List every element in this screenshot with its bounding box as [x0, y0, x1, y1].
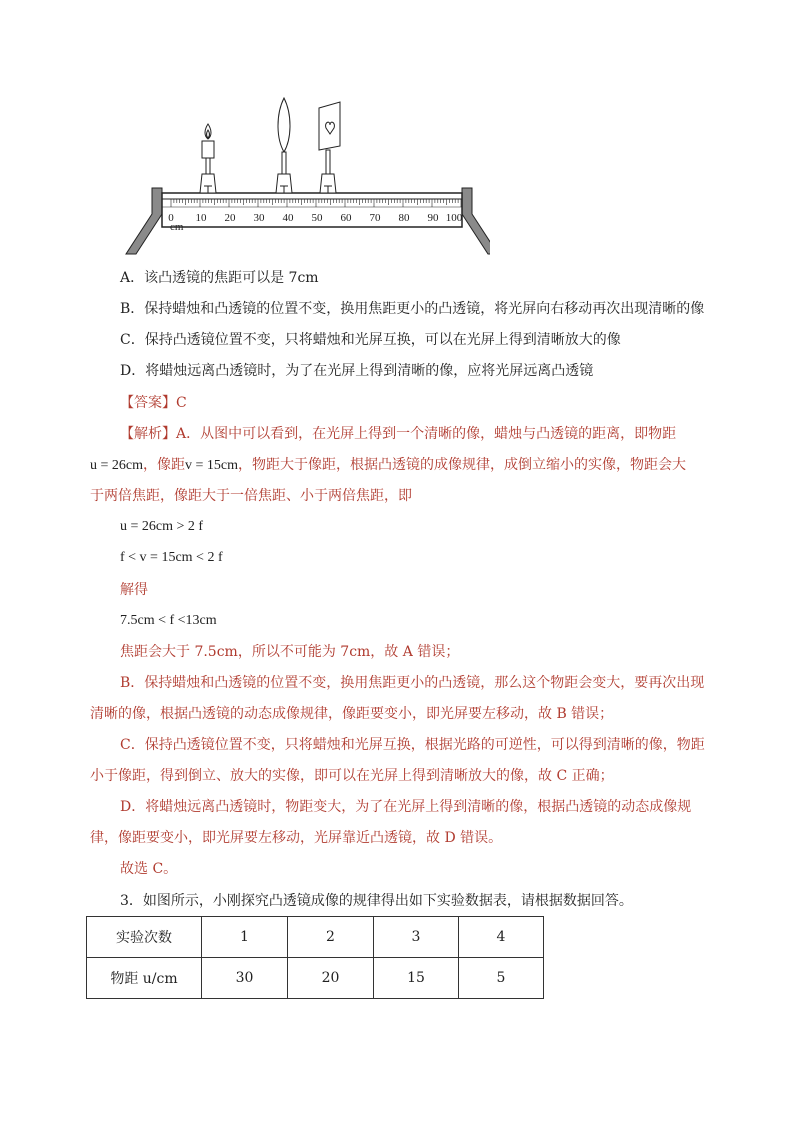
table-cell: 1	[202, 917, 288, 958]
equation-3: 7.5cm < f <13cm	[120, 613, 217, 628]
analysis-text: ，物距大于像距，根据凸透镜的成像规律，成倒立缩小的实像，物距会大	[238, 457, 686, 473]
scale-label: 80	[398, 212, 410, 224]
table-row	[87, 917, 544, 958]
equation-1: u = 26cm > 2 f	[120, 519, 204, 534]
scale-label: 60	[340, 212, 352, 224]
optical-bench-figure	[120, 92, 490, 260]
scale-label: 10	[195, 212, 207, 224]
scale-label: 40	[282, 212, 294, 224]
analysis-text: A．从图中可以看到，在光屏上得到一个清晰的像，蜡烛与凸透镜的距离，即物距	[176, 426, 677, 442]
option-c: C．保持凸透镜位置不变，只将蜡烛和光屏互换，可以在光屏上得到清晰放大的像	[120, 332, 621, 348]
equation-2: f < v = 15cm < 2 f	[120, 550, 223, 565]
analysis-d-2: 律，像距要变小，即光屏要左移动，光屏靠近凸透镜，故 D 错误。	[90, 830, 503, 846]
analysis-text: ，像距	[143, 457, 185, 473]
table-row	[87, 958, 544, 999]
table-cell: 20	[288, 958, 374, 999]
answer-line	[120, 393, 187, 413]
scale-unit: cm	[170, 221, 184, 233]
scale-label: 70	[369, 212, 381, 224]
bench-left-stand	[126, 188, 162, 254]
bench-right-stand	[462, 188, 490, 254]
table-cell: 物距 u/cm	[87, 958, 202, 999]
table-cell: 4	[459, 917, 544, 958]
answer-label: 【答案】	[120, 395, 176, 411]
solve-label: 解得	[120, 582, 148, 598]
scale-label: 100	[445, 212, 463, 224]
conclusion-a: 焦距会大于 7.5cm，所以不可能为 7cm，故 A 错误；	[120, 644, 460, 660]
question-3: 3．如图所示，小刚探究凸透镜成像的规律得出如下实验数据表，请根据数据回答。	[120, 893, 633, 909]
option-a: A．该凸透镜的焦距可以是 7cm	[120, 270, 319, 286]
object-distance-expr: u = 26cm	[90, 458, 143, 473]
table-cell: 5	[459, 958, 544, 999]
analysis-b-2: 清晰的像，根据凸透镜的动态成像规律，像距要变小，即光屏要左移动，故 B 错误；	[90, 706, 614, 722]
scale-label: 0	[168, 212, 174, 224]
candle-icon	[200, 124, 216, 193]
scale-label: 20	[224, 212, 236, 224]
analysis-d-1: D．将蜡烛远离凸透镜时，物距变大，为了在光屏上得到清晰的像，根据凸透镜的动态成像规	[120, 799, 692, 815]
scale-label: 30	[253, 212, 265, 224]
analysis-label: 【解析】	[120, 426, 176, 442]
answer-value: C	[176, 395, 187, 411]
option-d: D．将蜡烛远离凸透镜时，为了在光屏上得到清晰的像，应将光屏远离凸透镜	[120, 363, 594, 379]
analysis-c-1: C．保持凸透镜位置不变，只将蜡烛和光屏互换，根据光路的可逆性，可以得到清晰的像，物距	[120, 737, 705, 753]
option-b: B．保持蜡烛和凸透镜的位置不变，换用焦距更小的凸透镜，将光屏向右移动再次出现清晰的像	[120, 301, 705, 317]
analysis-b-1: B．保持蜡烛和凸透镜的位置不变，换用焦距更小的凸透镜，那么这个物距会变大，要再次出现	[120, 675, 705, 691]
scale-label: 90	[427, 212, 439, 224]
convex-lens-icon	[276, 98, 292, 193]
table-cell: 3	[374, 917, 459, 958]
experiment-data-table	[86, 916, 544, 999]
analysis-line-3: 于两倍焦距，像距大于一倍焦距、小于两倍焦距，即	[90, 488, 412, 504]
analysis-c-2: 小于像距，得到倒立、放大的实像，即可以在光屏上得到清晰放大的像，故 C 正确；	[90, 768, 614, 784]
analysis-line-1	[120, 424, 676, 444]
scale-label: 50	[311, 212, 323, 224]
table-cell: 2	[288, 917, 374, 958]
final-choice: 故选 C。	[120, 861, 178, 877]
analysis-line-2	[90, 455, 686, 476]
table-cell: 30	[202, 958, 288, 999]
table-cell: 15	[374, 958, 459, 999]
table-cell: 实验次数	[87, 917, 202, 958]
image-distance-expr: v = 15cm	[185, 458, 238, 473]
light-screen-icon	[319, 102, 340, 193]
